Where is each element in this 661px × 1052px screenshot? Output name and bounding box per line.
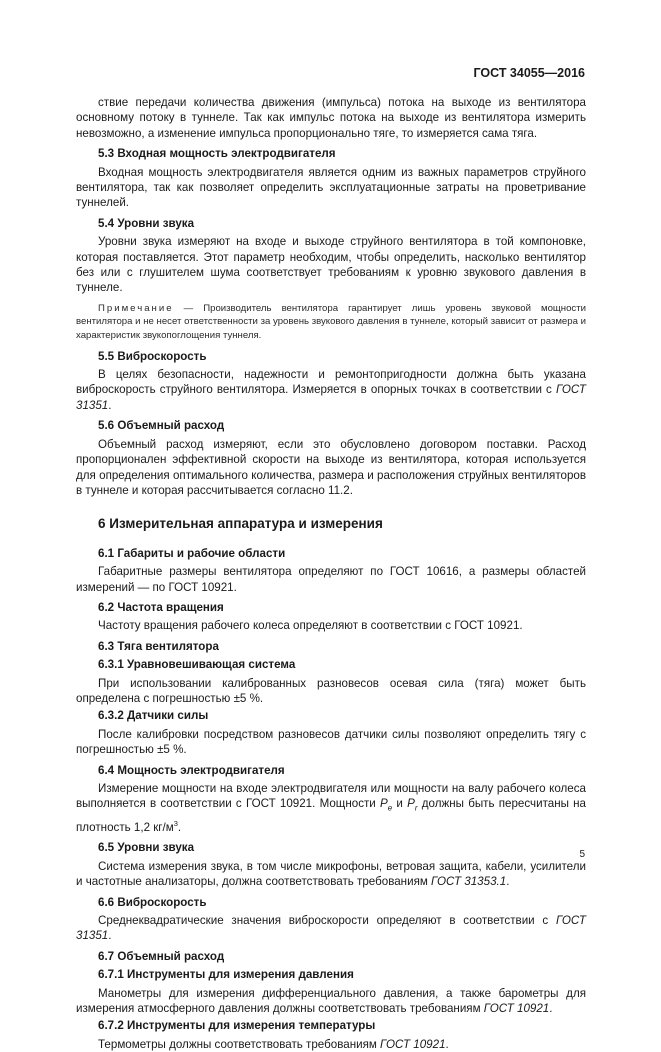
period: . <box>506 875 510 889</box>
heading-6-1: 6.1 Габариты и рабочие области <box>98 546 286 560</box>
paragraph-6-2: Частоту вращения рабочего колеса определяют в соответствии с ГОСТ 10921. <box>98 619 523 633</box>
section-heading-6: 6 Измерительная аппаратура и измерения <box>98 516 383 532</box>
heading-5-6: 5.6 Объемный расход <box>98 419 225 433</box>
note-label: Примечание <box>98 302 174 314</box>
paragraph-5-6: Объемный расход измеряют, если это обусловлено договором поставки. Расход пропорционален эффективной скорости на выходе из вентилятора, которая используется для определения оптимального количества, размера и расположения струйных вентиляторов в туннеле и которая рассчитывается согласно 11.2. <box>76 437 586 497</box>
paragraph-6-7-2 <box>76 1037 586 1052</box>
page-number: 5 <box>579 849 585 860</box>
heading-6-7: 6.7 Объемный расход <box>98 949 225 963</box>
paragraph-6-6-text: Среднеквадратические значения виброскорости определяют в соответствии с <box>98 914 556 928</box>
reference-gost-31351: ГОСТ 31351 <box>76 383 586 412</box>
period: . <box>177 820 182 834</box>
heading-5-4: 5.4 Уровни звука <box>98 216 195 230</box>
paragraph-6-4-text-2: должны быть пересчитаны на плотность 1,2 кг/м <box>76 797 587 834</box>
heading-6-3-1: 6.3.1 Уравновешивающая система <box>98 658 296 672</box>
paragraph-6-1: Габаритные размеры вентилятора определяют по ГОСТ 10616, а размеры областей измерений — по ГОСТ 10921. <box>76 565 586 594</box>
paragraph-6-3-2: После калибровки посредством разновесов датчики силы позволяют определить тягу с погрешностью ±5 %. <box>76 727 586 757</box>
paragraph-6-5-text: Система измерения звука, в том числе микрофоны, ветровая защита, кабели, усилители и частотные анализаторы, должна соответствовать требованиям <box>76 859 586 889</box>
reference-gost-31351: ГОСТ 31351 <box>76 914 586 943</box>
superscript-3: 3 <box>173 819 178 829</box>
symbol-p: P <box>380 797 388 811</box>
heading-5-3-text: 5.3 Входная мощность электродвигателя <box>98 147 336 161</box>
heading-6-5: 6.5 Уровни звука <box>98 841 195 855</box>
heading-6-7-2: 6.7.2 Инструменты для измерения температуры <box>98 1019 376 1033</box>
symbol-p: P <box>407 797 415 811</box>
note-text: — Производитель вентилятора гарантирует лишь уровень звуковой мощности вентилятора и не несет ответственности за уровень звукового давления в туннеле, который зависит от размера и характеристик звукопоглощения туннеля. <box>76 302 586 342</box>
period: . <box>445 1037 449 1051</box>
conjunction: и <box>392 797 408 811</box>
paragraph-continuation: ствие передачи количества движения (импульса) потока на выходе из вентилятора основному потоку в туннеле. Так как импульс потока на выходе из вентилятора измерить невозможно, а изменение импульса пропорционально тяге, то измеряется сама тяга. <box>76 96 586 140</box>
paragraph-6-6 <box>76 913 586 944</box>
paragraph-6-7-1-text: Манометры для измерения дифференциального давления, а также барометры для измерения атмосферного давления должны соответствовать требованиям <box>76 986 586 1016</box>
paragraph-6-5 <box>76 859 586 890</box>
heading-6-3: 6.3 Тяга вентилятора <box>98 639 219 653</box>
paragraph-6-7-1 <box>76 986 586 1017</box>
subscript-e: e <box>387 803 393 813</box>
reference-gost-10921: ГОСТ 10921 <box>483 1002 550 1016</box>
heading-6-4: 6.4 Мощность электродвигателя <box>98 763 285 777</box>
paragraph-6-4 <box>76 781 586 835</box>
page-content <box>76 95 586 1052</box>
heading-6-3-2: 6.3.2 Датчики силы <box>98 709 209 723</box>
paragraph-6-3-1: При использовании калиброванных разновесов осевая сила (тяга) может быть определена с погрешностью ±5 %. <box>76 676 586 705</box>
period: . <box>549 1002 553 1016</box>
paragraph-5-3: Входная мощность электродвигателя является одним из важных параметров струйного вентилятора, так как позволяет определить эксплуатационные затраты на проветривание туннелей. <box>76 165 586 210</box>
period: . <box>108 398 112 412</box>
subscript-r: r <box>414 803 418 813</box>
heading-6-7-1: 6.7.1 Инструменты для измерения давления <box>98 968 354 982</box>
reference-gost-10921: ГОСТ 10921 <box>380 1037 446 1051</box>
heading-6-2: 6.2 Частота вращения <box>98 600 224 614</box>
document-code: ГОСТ 34055—2016 <box>473 66 585 80</box>
paragraph-6-4-text: Измерение мощности на входе электродвигателя или мощности на валу рабочего колеса выполняется в соответствии с ГОСТ 10921. Мощности <box>76 782 586 811</box>
reference-gost-31353-1: ГОСТ 31353.1 <box>431 875 507 889</box>
heading-6-6: 6.6 Виброскорость <box>98 895 207 909</box>
heading-5-3 <box>76 146 586 161</box>
paragraph-5-5 <box>76 367 586 413</box>
note <box>76 302 586 343</box>
paragraph-5-5-text: В целях безопасности, надежности и ремонтопригодности должна быть указана виброскорость струйного вентилятора. Измеряется в опорных точках в соответствии с <box>76 368 586 397</box>
paragraph-6-7-2-text: Термометры должны соответствовать требованиям <box>98 1037 381 1051</box>
paragraph-5-4: Уровни звука измеряют на входе и выходе струйного вентилятора в той компоновке, которая поставляется. Этот параметр необходим, чтобы определить, насколько вентилятор без или с глушителем шума соответствует требованиям к уровню звукового давления в туннеле. <box>76 235 586 295</box>
period: . <box>108 929 112 943</box>
heading-5-5: 5.5 Виброскорость <box>98 349 207 363</box>
